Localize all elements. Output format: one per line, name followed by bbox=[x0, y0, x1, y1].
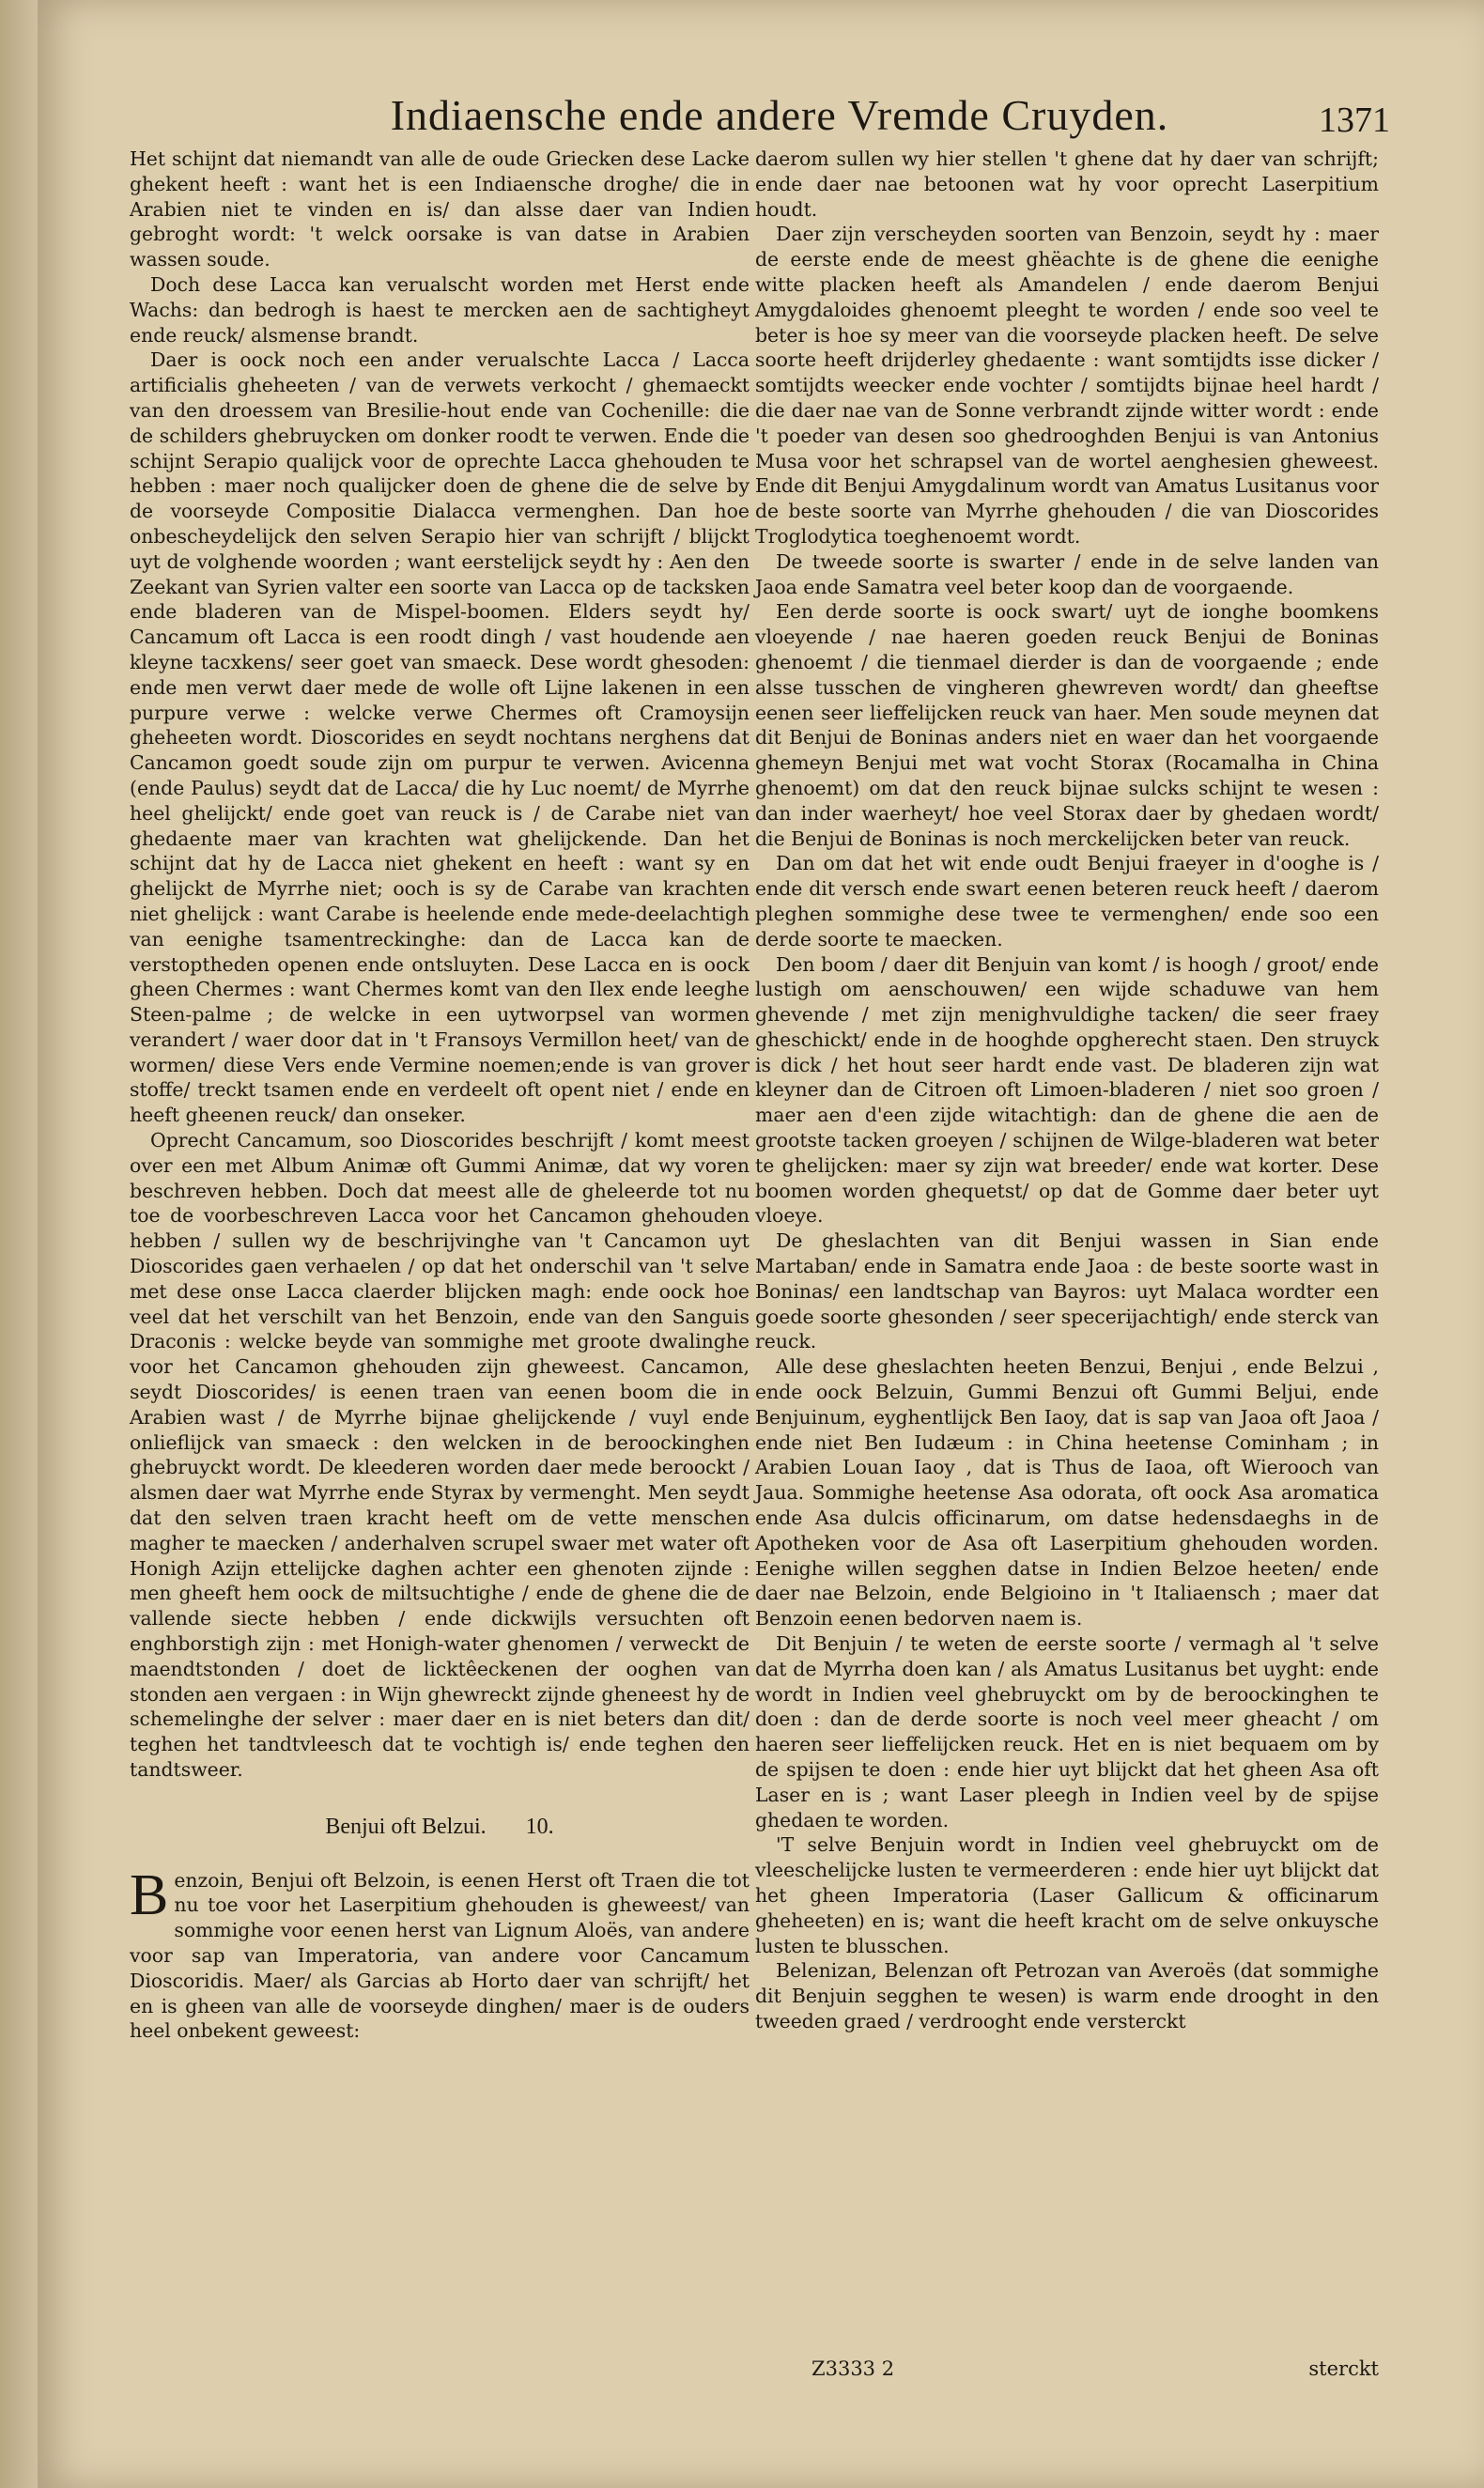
paragraph: 'T selve Benjuin wordt in Indien veel ghebruyckt om de vleeschelijcke lusten te vermeerderen : ende hier uyt blijckt dat het gheen Imperatoria (Laser Gallicum & officinarum gheheeten) en is; want die heeft kracht om de selve onkuysche lusten te blusschen. bbox=[755, 1833, 1379, 1957]
paragraph-text: enzoin, Benjui oft Belzoin, is eenen Herst oft Traen die tot nu toe voor het Laserpitium ghehouden is gheweest/ van sommighe voor eenen herst van Lignum Aloës, van andere voor sap van Imperatoria, van andere voor Cancamum Dioscoridis. Maer/ als Garcias ab Horto daer van schrijft/ het en is gheen van alle de voorseyde dinghen/ maer is de ouders heel onbekent geweest: bbox=[130, 1868, 750, 2043]
running-head: Indiaensche ende andere Vremde Cruyden. bbox=[390, 91, 1169, 139]
section-first-paragraph bbox=[130, 1862, 750, 2045]
paragraph: Dan om dat het wit ende oudt Benjui fraeyer in d'ooghe is / ende dit versch ende swart eenen beteren reuck heeft / daerom pleghen sommighe dese twee te vermenghen/ ende soo een derde soorte te maecken. bbox=[755, 852, 1379, 950]
signature-mark: Z3333 2 bbox=[812, 2357, 895, 2380]
page-number: 1371 bbox=[1319, 100, 1390, 140]
section-heading bbox=[130, 1815, 750, 1840]
paragraph: Oprecht Cancamum, soo Dioscorides beschrijft / komt meest over een met Album Animæ oft Gummi Animæ, dat wy voren beschreven hebben. Doch dat meest alle de gheleerde tot nu toe de voorbeschreven Lacca voor het Cancamon ghehouden hebben / sullen wy de beschrijvinghe van 't Cancamon uyt Dioscorides gaen verhaelen / op dat het onderschil van 't selve met dese onse Lacca claerder blijcken magh: ende oock hoe veel dat het verschilt van het Benzoin, ende van den Sanguis Draconis : welcke beyde van sommighe met groote dwalinghe voor het Cancamon ghehouden zijn gheweest. Cancamon, seydt Dioscorides/ is eenen traen van eenen boom die in Arabien wast / de Myrrhe bijnae ghelijckende / vuyl ende onlieflijck van smaeck : den welcken in de beroockinghen ghebruyckt wordt. De kleederen worden daer mede beroockt / alsmen daer wat Myrrhe ende Styrax by vermenght. Men seydt dat den selven traen kracht heeft om de vette menschen magher te maecken / anderhalven scrupel swaer met water oft Honigh Azijn ettelijcke daghen achter een ghenoten zijnde : men gheeft hem oock de miltsuchtighe / ende de ghene die de vallende siecte hebben / ende dickwijls versuchten oft enghborstigh zijn : met Honigh-water ghenomen / verweckt de maendtstonden / doet de licktêeckenen der ooghen van stonden aen vergaen : in Wijn ghewreckt zijnde gheneest hy de schemelinghe der selver : maer daer en is niet beters dan dit/ teghen het tandtvleesch dat te vochtigh is/ ende teghen den tandtsweer. bbox=[130, 1129, 750, 1781]
right-column bbox=[755, 147, 1379, 2034]
paragraph: Belenizan, Belenzan oft Petrozan van Averoës (dat sommighe dit Benjuin segghen te wesen) is warm ende drooght in den tweeden graed / verdrooght ende versterckt bbox=[755, 1959, 1379, 2032]
paragraph: Den boom / daer dit Benjuin van komt / is hoogh / groot/ ende lustigh om aenschouwen/ een wijde schaduwe van hem ghevende / met zijn menighvuldighe tacken/ die seer fraey gheschickt/ ende in de hooghde opgherecht staen. Den struyck is dick / het hout seer hardt ende vast. De bladeren zijn wat kleyner dan de Citroen oft Limoen-bladeren / niet soo groen / maer aen d'een zijde witachtigh: dan de ghene die aen de grootste tacken groeyen / schijnen de Wilge-bladeren wat beter te ghelijcken: maer sy zijn wat breeder/ ende wat korter. Dese boomen worden ghequetst/ op dat de Gomme daer beter uyt vloeye. bbox=[755, 952, 1379, 1228]
paragraph: Doch dese Lacca kan verualscht worden met Herst ende Wachs: dan bedrogh is haest te mercken aen de sachtigheyt ende reuck/ alsmense brandt. bbox=[130, 272, 750, 347]
book-page bbox=[38, 0, 1484, 2488]
paragraph: Dit Benjuin / te weten de eerste soorte / vermagh al 't selve dat de Myrrha doen kan / als Amatus Lusitanus bet uyght: ende wordt in Indien veel ghebruyckt om by de beroockinghen te doen : dan de derde soorte is noch veel meer gheacht / om haeren seer lieffelijcken reuck. Het en is niet bequaem om by de spijsen te doen : ende hier uyt blijckt dat het gheen Asa oft Laser en is ; want Laser pleegh in Indien veel by de spijse ghedaen te worden. bbox=[755, 1632, 1379, 1831]
paragraph: Een derde soorte is oock swart/ uyt de ionghe boomkens vloeyende / nae haeren goeden reuck Benjui de Boninas ghenoemt / die tienmael dierder is dan de voorgaende ; ende alsse tusschen de vingheren ghewreven wordt/ dan gheeftse eenen seer lieffelijcken reuck van haer. Men soude meynen dat dit Benjui de Boninas anders niet en waer dan het voorgaende ghemeyn Benjui met wat vocht Storax (Rocamalha in China ghenoemt) om dat den reuck bijnae sulcks schijnt te wesen : dan inder waerheyt/ hoe veel Storax daer by ghedaen wordt/ die Benjui de Boninas is noch merckelijcken beter van reuck. bbox=[755, 600, 1379, 850]
binding-gutter bbox=[0, 0, 38, 2488]
paragraph: De tweede soorte is swarter / ende in de selve landen van Jaoa ende Samatra veel beter koop dan de voorgaende. bbox=[755, 549, 1379, 598]
paragraph: daerom sullen wy hier stellen 't ghene dat hy daer van schrijft; ende daer nae betoonen wat hy voor oprecht Laserpitium houdt. bbox=[755, 147, 1379, 221]
paragraph: Alle dese gheslachten heeten Benzui, Benjui , ende Belzui , ende oock Belzuin, Gummi Benzui oft Gummi Beljui, ende Benjuinum, eyghentlijck Ben Iaoy, dat is sap van Jaoa oft Jaoa / ende niet Ben Iudæum : in China heetense Cominham ; in Arabien Louan Iaoy , dat is Thus de Iaoa, oft Wierooch van Jaua. Sommighe heetense Asa odorata, oft oock Asa aromatica ende Asa dulcis officinarum, om datse hedensdaeghs in de Apotheken voor de Asa oft Laserpitium ghehouden worden. Eenighe willen segghen datse in Indien Belzoe heeten/ ende daer nae Belzoin, ende Belgioino in 't Italiaensch ; maer dat Benzoin eenen bedorven naem is. bbox=[755, 1355, 1379, 1630]
page-footer bbox=[812, 2357, 1379, 2386]
drop-capital: B bbox=[130, 1862, 169, 1927]
paragraph: De gheslachten van dit Benjui wassen in Sian ende Martaban/ ende in Samatra ende Jaoa : de beste soorte wast in Boninas/ een landtschap van Bayros: uyt Malaca wordter een goede soorte ghesonden / seer specerijachtigh/ ende sterck van reuck. bbox=[755, 1229, 1379, 1353]
section-number: 10. bbox=[525, 1814, 554, 1839]
paragraph: Daer zijn verscheyden soorten van Benzoin, seydt hy : maer de eerste ende de meest ghëachte is de ghene die eenighe witte placken heeft als Amandelen / ende daerom Benjui Amygdaloides ghenoemt pleeght te worden / ende soo veel te beter is hoe sy meer van die voorseyde placken heeft. De selve soorte heeft drijderley ghedaente : want somtijdts isse dicker / somtijdts weecker ende vochter / somtijdts bijnae heel hardt / die daer nae van de Sonne verbrandt zijnde witter wordt : ende 't poeder van desen soo ghedrooghden Benjui is van Antonius Musa voor het schrapsel van de wortel aenghesien gheweest. Ende dit Benjui Amygdalinum wordt van Amatus Lusitanus voor de beste soorte van Myrrhe ghehouden / die van Dioscorides Troglodytica toeghenoemt wordt. bbox=[755, 223, 1379, 548]
section-title: Benjui oft Belzui. bbox=[325, 1814, 487, 1839]
paragraph: Het schijnt dat niemandt van alle de oude Griecken dese Lacke ghekent heeft : want het is een Indiaensche droghe/ die in Arabien niet te vinden en is/ dan alsse daer van Indien gebroght wordt: 't welck oorsake is van datse in Arabien wassen soude. bbox=[130, 147, 750, 271]
catchword: sterckt bbox=[1308, 2357, 1379, 2380]
left-column bbox=[130, 147, 750, 2044]
page-header bbox=[169, 90, 1390, 147]
paragraph: Daer is oock noch een ander verualschte Lacca / Lacca artificialis gheheeten / van de verwets verkocht / ghemaeckt van den droessem van Bresilie-hout ende van Cochenille: die de schilders ghebruycken om donker roodt te verwen. Ende die schijnt Serapio qualijck voor de oprechte Lacca ghehouden te hebben : maer noch qualijcker doen de ghene die de selve by de voorseyde Compositie Dialacca vermenghen. Dan hoe onbescheydelijck den selven Serapio hier van schrijft / blijckt uyt de volghende woorden ; want eerstelijck seydt hy : Aen den Zeekant van Syrien valter een soorte van Lacca op de tacksken ende bladeren van de Mispel-boomen. Elders seydt hy/ Cancamum oft Lacca is een roodt dingh / vast houdende aen kleyne tacxkens/ seer goet van smaeck. Dese wordt ghesoden: ende men verwt daer mede de wolle oft Lijne lakenen in een purpure verwe : welcke verwe Chermes oft Cramoysijn gheheeten wordt. Dioscorides en seydt nochtans nerghens dat Cancamon goedt soude zijn om purpur te verwen. Avicenna (ende Paulus) seydt dat de Lacca/ die hy Luc noemt/ de Myrrhe heel ghelijckt/ ende goet van reuck is / de Carabe niet van ghedaente maer van krachten wat ghelijckende. Dan het schijnt dat hy de Lacca niet ghekent en heeft : want sy en ghelijckt de Myrrhe niet; ooch is sy de Carabe van krachten niet ghelijck : want Carabe is heelende ende mede-deelachtigh van eenighe tsamentreckinghe: dan de Lacca kan de verstoptheden openen ende ontsluyten. Dese Lacca en is oock gheen Chermes : want Chermes komt van den Ilex ende leeghe Steen-palme ; de welcke in een uytworpsel van wormen verandert / waer door dat in 't Fransoys Vermillon heet/ van de wormen/ diese Vers ende Vermine noemen;ende is van grover stoffe/ treckt tsamen ende en verdeelt oft opent niet / ende en heeft gheenen reuck/ dan onseker. bbox=[130, 348, 750, 1127]
